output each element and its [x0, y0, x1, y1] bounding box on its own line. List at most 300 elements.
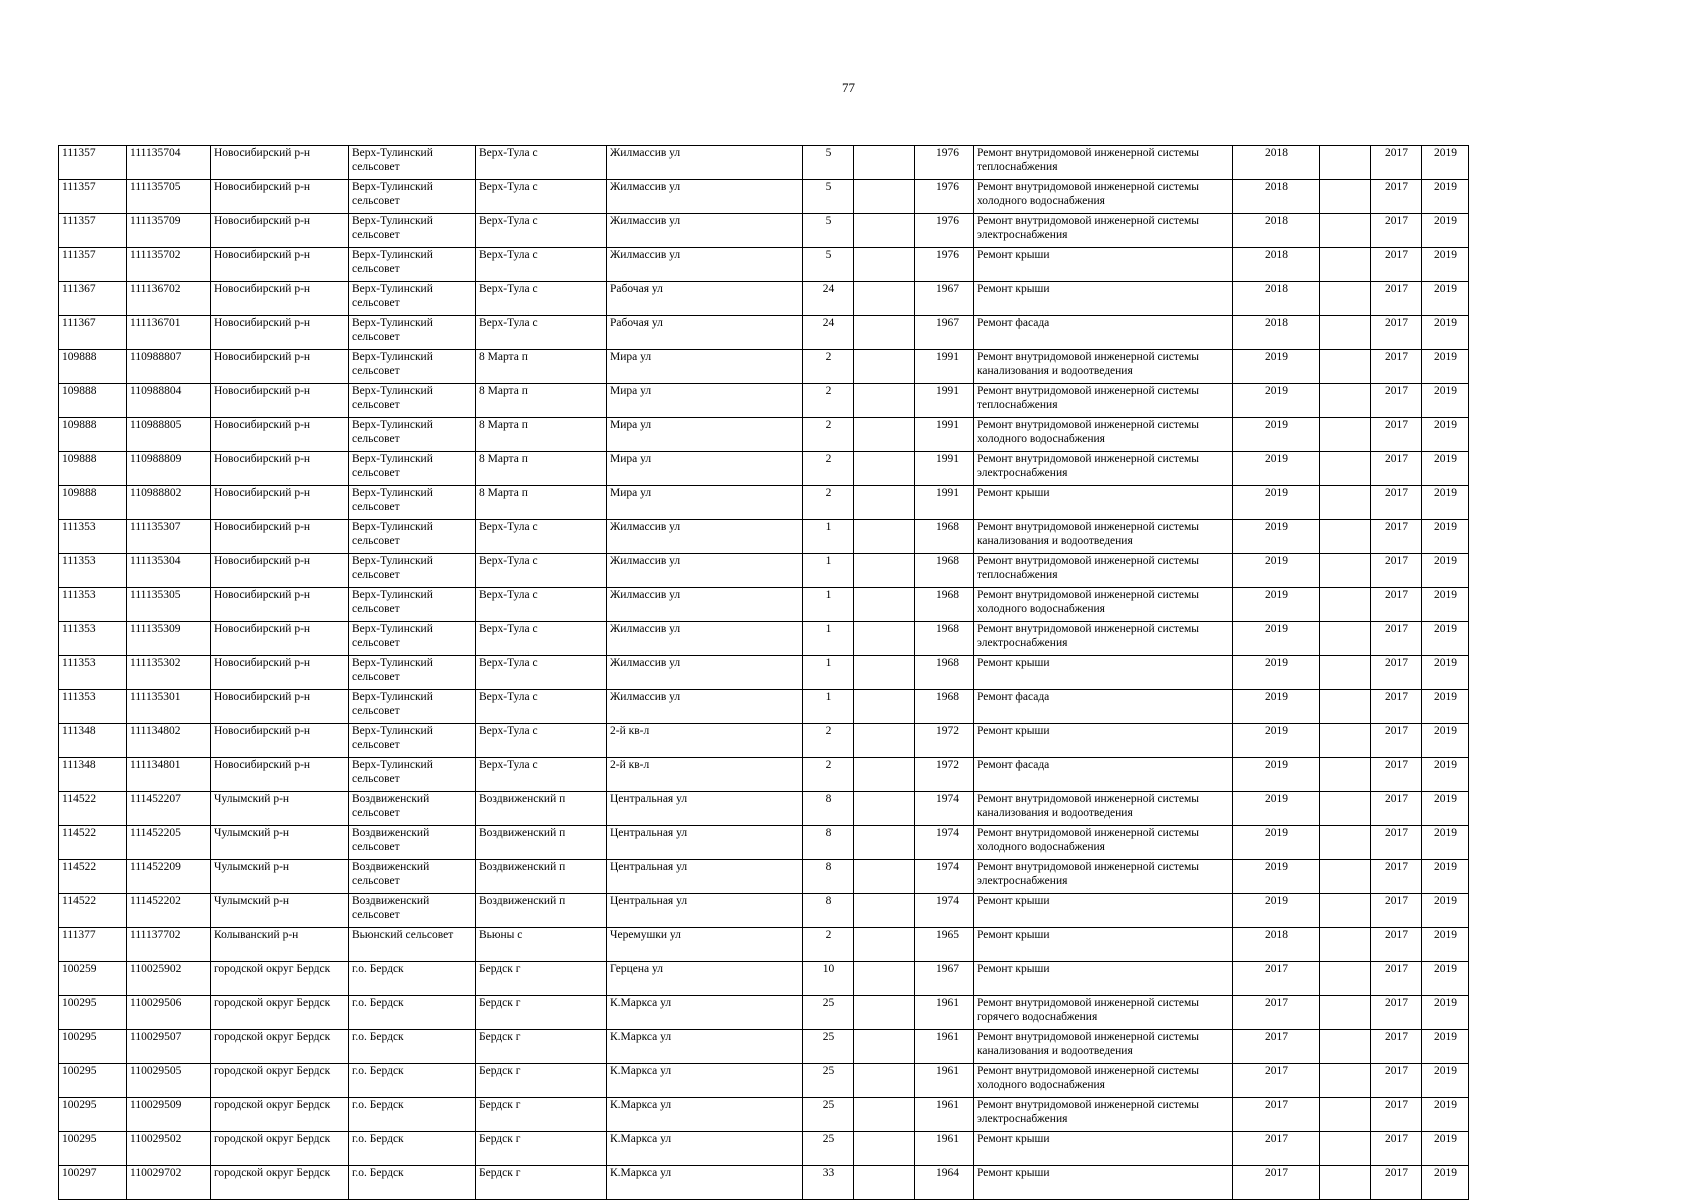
period-start-cell: 2017 — [1371, 1166, 1422, 1200]
district-cell: Новосибирский р-н — [211, 520, 349, 554]
work-code-cell: 110988805 — [127, 418, 211, 452]
municipality-cell: Верх-Тулинский сельсовет — [349, 656, 476, 690]
work-code-cell: 111134801 — [127, 758, 211, 792]
year-built-cell: 1972 — [915, 724, 974, 758]
house-number-cell: 25 — [803, 1064, 854, 1098]
period-start-cell: 2017 — [1371, 1098, 1422, 1132]
locality-cell: 8 Марта п — [476, 418, 607, 452]
period-start-cell: 2017 — [1371, 486, 1422, 520]
work-code-cell: 111135305 — [127, 588, 211, 622]
work-code-cell: 111452209 — [127, 860, 211, 894]
year-built-cell: 1976 — [915, 214, 974, 248]
street-cell: Мира ул — [607, 418, 803, 452]
municipality-cell: Верх-Тулинский сельсовет — [349, 690, 476, 724]
empty-cell — [854, 758, 915, 792]
empty-cell — [854, 690, 915, 724]
work-type-cell: Ремонт фасада — [974, 690, 1233, 724]
work-code-cell: 111135301 — [127, 690, 211, 724]
municipality-cell: Воздвиженский сельсовет — [349, 792, 476, 826]
house-id-cell: 100259 — [59, 962, 127, 996]
locality-cell: Верх-Тула с — [476, 180, 607, 214]
locality-cell: Верх-Тула с — [476, 724, 607, 758]
period-start-cell: 2017 — [1371, 928, 1422, 962]
plan-year-cell: 2019 — [1233, 622, 1320, 656]
street-cell: Центральная ул — [607, 894, 803, 928]
empty-cell — [1320, 622, 1371, 656]
period-start-cell: 2017 — [1371, 180, 1422, 214]
district-cell: городской округ Бердск — [211, 1132, 349, 1166]
empty-cell — [854, 1030, 915, 1064]
house-number-cell: 2 — [803, 758, 854, 792]
locality-cell: Бердск г — [476, 1132, 607, 1166]
locality-cell: Бердск г — [476, 1030, 607, 1064]
work-type-cell: Ремонт фасада — [974, 758, 1233, 792]
period-start-cell: 2017 — [1371, 316, 1422, 350]
empty-cell — [854, 1064, 915, 1098]
year-built-cell: 1965 — [915, 928, 974, 962]
plan-year-cell: 2019 — [1233, 350, 1320, 384]
house-number-cell: 1 — [803, 656, 854, 690]
year-built-cell: 1974 — [915, 860, 974, 894]
locality-cell: 8 Марта п — [476, 452, 607, 486]
empty-cell — [854, 554, 915, 588]
plan-year-cell: 2019 — [1233, 792, 1320, 826]
plan-year-cell: 2017 — [1233, 1132, 1320, 1166]
house-number-cell: 2 — [803, 724, 854, 758]
house-number-cell: 1 — [803, 622, 854, 656]
locality-cell: Вьюны с — [476, 928, 607, 962]
street-cell: Черемушки ул — [607, 928, 803, 962]
street-cell: 2-й кв-л — [607, 724, 803, 758]
period-start-cell: 2017 — [1371, 792, 1422, 826]
period-end-cell: 2019 — [1422, 418, 1469, 452]
plan-year-cell: 2019 — [1233, 554, 1320, 588]
locality-cell: Бердск г — [476, 1064, 607, 1098]
table-row — [59, 486, 1469, 520]
plan-year-cell: 2017 — [1233, 1166, 1320, 1200]
empty-cell — [1320, 962, 1371, 996]
empty-cell — [854, 486, 915, 520]
table-row — [59, 282, 1469, 316]
house-number-cell: 24 — [803, 316, 854, 350]
period-end-cell: 2019 — [1422, 452, 1469, 486]
empty-cell — [1320, 520, 1371, 554]
house-id-cell: 111353 — [59, 622, 127, 656]
table-row — [59, 452, 1469, 486]
locality-cell: Верх-Тула с — [476, 248, 607, 282]
year-built-cell: 1968 — [915, 690, 974, 724]
district-cell: Новосибирский р-н — [211, 588, 349, 622]
table-row — [59, 146, 1469, 180]
table-row — [59, 214, 1469, 248]
district-cell: Новосибирский р-н — [211, 690, 349, 724]
locality-cell: Верх-Тула с — [476, 758, 607, 792]
house-id-cell: 111353 — [59, 656, 127, 690]
empty-cell — [1320, 384, 1371, 418]
empty-cell — [854, 860, 915, 894]
street-cell: Жилмассив ул — [607, 622, 803, 656]
empty-cell — [854, 384, 915, 418]
district-cell: Новосибирский р-н — [211, 724, 349, 758]
plan-year-cell: 2019 — [1233, 758, 1320, 792]
work-code-cell: 111135705 — [127, 180, 211, 214]
street-cell: Центральная ул — [607, 826, 803, 860]
municipality-cell: Верх-Тулинский сельсовет — [349, 588, 476, 622]
plan-year-cell: 2018 — [1233, 214, 1320, 248]
plan-year-cell: 2019 — [1233, 724, 1320, 758]
plan-year-cell: 2018 — [1233, 248, 1320, 282]
house-number-cell: 2 — [803, 486, 854, 520]
empty-cell — [1320, 928, 1371, 962]
house-number-cell: 25 — [803, 1098, 854, 1132]
work-code-cell: 111136701 — [127, 316, 211, 350]
district-cell: Новосибирский р-н — [211, 758, 349, 792]
work-code-cell: 111452207 — [127, 792, 211, 826]
street-cell: К.Маркса ул — [607, 1098, 803, 1132]
street-cell: К.Маркса ул — [607, 1166, 803, 1200]
work-code-cell: 111135307 — [127, 520, 211, 554]
house-id-cell: 109888 — [59, 350, 127, 384]
period-start-cell: 2017 — [1371, 894, 1422, 928]
period-end-cell: 2019 — [1422, 690, 1469, 724]
plan-year-cell: 2017 — [1233, 962, 1320, 996]
year-built-cell: 1961 — [915, 1132, 974, 1166]
work-code-cell: 111137702 — [127, 928, 211, 962]
district-cell: Новосибирский р-н — [211, 656, 349, 690]
period-start-cell: 2017 — [1371, 214, 1422, 248]
year-built-cell: 1991 — [915, 452, 974, 486]
street-cell: Мира ул — [607, 486, 803, 520]
district-cell: городской округ Бердск — [211, 962, 349, 996]
house-id-cell: 111357 — [59, 146, 127, 180]
period-end-cell: 2019 — [1422, 520, 1469, 554]
empty-cell — [854, 248, 915, 282]
work-type-cell: Ремонт крыши — [974, 894, 1233, 928]
district-cell: Новосибирский р-н — [211, 146, 349, 180]
empty-cell — [1320, 452, 1371, 486]
work-type-cell: Ремонт внутридомовой инженерной системы канализования и водоотведения — [974, 520, 1233, 554]
plan-year-cell: 2019 — [1233, 826, 1320, 860]
street-cell: К.Маркса ул — [607, 1064, 803, 1098]
table-body — [59, 146, 1469, 1200]
district-cell: Чулымский р-н — [211, 826, 349, 860]
district-cell: Чулымский р-н — [211, 894, 349, 928]
house-id-cell: 114522 — [59, 894, 127, 928]
street-cell: Жилмассив ул — [607, 146, 803, 180]
work-type-cell: Ремонт внутридомовой инженерной системы электроснабжения — [974, 214, 1233, 248]
table-row — [59, 962, 1469, 996]
plan-year-cell: 2018 — [1233, 146, 1320, 180]
period-start-cell: 2017 — [1371, 724, 1422, 758]
empty-cell — [1320, 486, 1371, 520]
period-start-cell: 2017 — [1371, 758, 1422, 792]
table-row — [59, 826, 1469, 860]
plan-year-cell: 2019 — [1233, 860, 1320, 894]
work-type-cell: Ремонт крыши — [974, 1166, 1233, 1200]
year-built-cell: 1976 — [915, 146, 974, 180]
locality-cell: Воздвиженский п — [476, 894, 607, 928]
district-cell: Чулымский р-н — [211, 860, 349, 894]
table-row — [59, 248, 1469, 282]
municipality-cell: Вьюнский сельсовет — [349, 928, 476, 962]
house-number-cell: 1 — [803, 588, 854, 622]
municipality-cell: Верх-Тулинский сельсовет — [349, 418, 476, 452]
table-row — [59, 554, 1469, 588]
house-id-cell: 109888 — [59, 452, 127, 486]
work-code-cell: 111135709 — [127, 214, 211, 248]
period-start-cell: 2017 — [1371, 962, 1422, 996]
district-cell: Новосибирский р-н — [211, 282, 349, 316]
work-type-cell: Ремонт внутридомовой инженерной системы электроснабжения — [974, 1098, 1233, 1132]
plan-year-cell: 2019 — [1233, 384, 1320, 418]
street-cell: Рабочая ул — [607, 282, 803, 316]
work-type-cell: Ремонт внутридомовой инженерной системы холодного водоснабжения — [974, 180, 1233, 214]
district-cell: Чулымский р-н — [211, 792, 349, 826]
period-start-cell: 2017 — [1371, 384, 1422, 418]
year-built-cell: 1991 — [915, 418, 974, 452]
house-id-cell: 100297 — [59, 1166, 127, 1200]
work-type-cell: Ремонт внутридомовой инженерной системы электроснабжения — [974, 622, 1233, 656]
period-end-cell: 2019 — [1422, 792, 1469, 826]
plan-year-cell: 2017 — [1233, 996, 1320, 1030]
period-end-cell: 2019 — [1422, 146, 1469, 180]
empty-cell — [1320, 894, 1371, 928]
municipality-cell: Воздвиженский сельсовет — [349, 826, 476, 860]
empty-cell — [854, 418, 915, 452]
house-id-cell: 111367 — [59, 316, 127, 350]
period-end-cell: 2019 — [1422, 1030, 1469, 1064]
empty-cell — [854, 894, 915, 928]
street-cell: Жилмассив ул — [607, 520, 803, 554]
street-cell: Жилмассив ул — [607, 180, 803, 214]
work-code-cell: 110029505 — [127, 1064, 211, 1098]
house-id-cell: 111353 — [59, 554, 127, 588]
work-code-cell: 111452205 — [127, 826, 211, 860]
year-built-cell: 1991 — [915, 350, 974, 384]
table-row — [59, 1098, 1469, 1132]
plan-year-cell: 2017 — [1233, 1098, 1320, 1132]
period-end-cell: 2019 — [1422, 758, 1469, 792]
work-type-cell: Ремонт внутридомовой инженерной системы холодного водоснабжения — [974, 418, 1233, 452]
empty-cell — [854, 146, 915, 180]
empty-cell — [1320, 316, 1371, 350]
empty-cell — [854, 350, 915, 384]
street-cell: Жилмассив ул — [607, 690, 803, 724]
district-cell: Новосибирский р-н — [211, 486, 349, 520]
empty-cell — [1320, 1098, 1371, 1132]
plan-year-cell: 2019 — [1233, 418, 1320, 452]
table-row — [59, 860, 1469, 894]
house-id-cell: 111357 — [59, 248, 127, 282]
period-start-cell: 2017 — [1371, 1064, 1422, 1098]
house-number-cell: 2 — [803, 350, 854, 384]
empty-cell — [854, 588, 915, 622]
house-id-cell: 109888 — [59, 486, 127, 520]
house-number-cell: 10 — [803, 962, 854, 996]
empty-cell — [854, 180, 915, 214]
locality-cell: Верх-Тула с — [476, 554, 607, 588]
empty-cell — [854, 520, 915, 554]
house-id-cell: 114522 — [59, 792, 127, 826]
district-cell: городской округ Бердск — [211, 1030, 349, 1064]
district-cell: Новосибирский р-н — [211, 452, 349, 486]
house-number-cell: 8 — [803, 826, 854, 860]
empty-cell — [854, 282, 915, 316]
street-cell: 2-й кв-л — [607, 758, 803, 792]
street-cell: Центральная ул — [607, 860, 803, 894]
empty-cell — [1320, 826, 1371, 860]
house-number-cell: 2 — [803, 384, 854, 418]
work-type-cell: Ремонт внутридомовой инженерной системы горячего водоснабжения — [974, 996, 1233, 1030]
locality-cell: Верх-Тула с — [476, 690, 607, 724]
work-code-cell: 110988807 — [127, 350, 211, 384]
district-cell: Новосибирский р-н — [211, 554, 349, 588]
locality-cell: 8 Марта п — [476, 384, 607, 418]
locality-cell: Верх-Тула с — [476, 622, 607, 656]
house-number-cell: 2 — [803, 418, 854, 452]
municipality-cell: Верх-Тулинский сельсовет — [349, 622, 476, 656]
house-number-cell: 25 — [803, 1030, 854, 1064]
year-built-cell: 1961 — [915, 996, 974, 1030]
table-row — [59, 894, 1469, 928]
empty-cell — [1320, 690, 1371, 724]
table-row — [59, 758, 1469, 792]
work-type-cell: Ремонт крыши — [974, 928, 1233, 962]
house-number-cell: 1 — [803, 690, 854, 724]
period-end-cell: 2019 — [1422, 282, 1469, 316]
municipality-cell: Верх-Тулинский сельсовет — [349, 180, 476, 214]
empty-cell — [854, 316, 915, 350]
work-type-cell: Ремонт внутридомовой инженерной системы теплоснабжения — [974, 554, 1233, 588]
year-built-cell: 1968 — [915, 588, 974, 622]
table-row — [59, 418, 1469, 452]
table-row — [59, 1030, 1469, 1064]
page-number: 77 — [842, 80, 855, 95]
year-built-cell: 1964 — [915, 1166, 974, 1200]
district-cell: городской округ Бердск — [211, 1166, 349, 1200]
street-cell: Герцена ул — [607, 962, 803, 996]
locality-cell: Верх-Тула с — [476, 656, 607, 690]
plan-year-cell: 2018 — [1233, 180, 1320, 214]
year-built-cell: 1968 — [915, 622, 974, 656]
period-end-cell: 2019 — [1422, 1064, 1469, 1098]
table-row — [59, 588, 1469, 622]
empty-cell — [854, 724, 915, 758]
work-code-cell: 110029502 — [127, 1132, 211, 1166]
empty-cell — [1320, 860, 1371, 894]
empty-cell — [1320, 146, 1371, 180]
work-code-cell: 111135304 — [127, 554, 211, 588]
period-start-cell: 2017 — [1371, 418, 1422, 452]
municipality-cell: Верх-Тулинский сельсовет — [349, 724, 476, 758]
empty-cell — [1320, 656, 1371, 690]
period-start-cell: 2017 — [1371, 554, 1422, 588]
municipality-cell: Верх-Тулинский сельсовет — [349, 452, 476, 486]
house-number-cell: 5 — [803, 180, 854, 214]
empty-cell — [854, 1132, 915, 1166]
municipality-cell: г.о. Бердск — [349, 962, 476, 996]
house-number-cell: 25 — [803, 1132, 854, 1166]
locality-cell: Верх-Тула с — [476, 520, 607, 554]
period-end-cell: 2019 — [1422, 996, 1469, 1030]
table-row — [59, 180, 1469, 214]
empty-cell — [1320, 248, 1371, 282]
period-end-cell: 2019 — [1422, 588, 1469, 622]
work-code-cell: 111135702 — [127, 248, 211, 282]
table-row — [59, 520, 1469, 554]
plan-year-cell: 2019 — [1233, 656, 1320, 690]
period-start-cell: 2017 — [1371, 248, 1422, 282]
table-row — [59, 1166, 1469, 1200]
year-built-cell: 1991 — [915, 384, 974, 418]
empty-cell — [854, 214, 915, 248]
period-start-cell: 2017 — [1371, 690, 1422, 724]
empty-cell — [1320, 1064, 1371, 1098]
plan-year-cell: 2019 — [1233, 486, 1320, 520]
work-type-cell: Ремонт внутридомовой инженерной системы канализования и водоотведения — [974, 1030, 1233, 1064]
work-type-cell: Ремонт внутридомовой инженерной системы холодного водоснабжения — [974, 826, 1233, 860]
period-end-cell: 2019 — [1422, 350, 1469, 384]
period-end-cell: 2019 — [1422, 894, 1469, 928]
empty-cell — [854, 792, 915, 826]
house-id-cell: 111348 — [59, 724, 127, 758]
period-end-cell: 2019 — [1422, 656, 1469, 690]
plan-year-cell: 2017 — [1233, 1030, 1320, 1064]
locality-cell: Верх-Тула с — [476, 214, 607, 248]
municipality-cell: г.о. Бердск — [349, 1166, 476, 1200]
period-start-cell: 2017 — [1371, 520, 1422, 554]
street-cell: К.Маркса ул — [607, 996, 803, 1030]
work-type-cell: Ремонт внутридомовой инженерной системы теплоснабжения — [974, 384, 1233, 418]
work-code-cell: 110029506 — [127, 996, 211, 1030]
house-id-cell: 100295 — [59, 1064, 127, 1098]
street-cell: Жилмассив ул — [607, 656, 803, 690]
empty-cell — [1320, 180, 1371, 214]
house-id-cell: 100295 — [59, 1030, 127, 1064]
work-type-cell: Ремонт крыши — [974, 724, 1233, 758]
period-start-cell: 2017 — [1371, 146, 1422, 180]
work-code-cell: 110029509 — [127, 1098, 211, 1132]
period-start-cell: 2017 — [1371, 588, 1422, 622]
empty-cell — [854, 962, 915, 996]
work-code-cell: 110025902 — [127, 962, 211, 996]
district-cell: Новосибирский р-н — [211, 350, 349, 384]
house-id-cell: 109888 — [59, 384, 127, 418]
district-cell: Новосибирский р-н — [211, 384, 349, 418]
empty-cell — [1320, 418, 1371, 452]
period-end-cell: 2019 — [1422, 1166, 1469, 1200]
empty-cell — [1320, 282, 1371, 316]
period-start-cell: 2017 — [1371, 282, 1422, 316]
house-id-cell: 111353 — [59, 690, 127, 724]
period-start-cell: 2017 — [1371, 350, 1422, 384]
street-cell: Центральная ул — [607, 792, 803, 826]
period-end-cell: 2019 — [1422, 928, 1469, 962]
street-cell: Жилмассив ул — [607, 554, 803, 588]
period-start-cell: 2017 — [1371, 826, 1422, 860]
period-end-cell: 2019 — [1422, 622, 1469, 656]
period-end-cell: 2019 — [1422, 316, 1469, 350]
work-code-cell: 111136702 — [127, 282, 211, 316]
locality-cell: Бердск г — [476, 1166, 607, 1200]
period-end-cell: 2019 — [1422, 248, 1469, 282]
street-cell: К.Маркса ул — [607, 1030, 803, 1064]
district-cell: городской округ Бердск — [211, 1098, 349, 1132]
municipality-cell: Верх-Тулинский сельсовет — [349, 248, 476, 282]
locality-cell: Верх-Тула с — [476, 588, 607, 622]
work-code-cell: 111452202 — [127, 894, 211, 928]
table-row — [59, 996, 1469, 1030]
